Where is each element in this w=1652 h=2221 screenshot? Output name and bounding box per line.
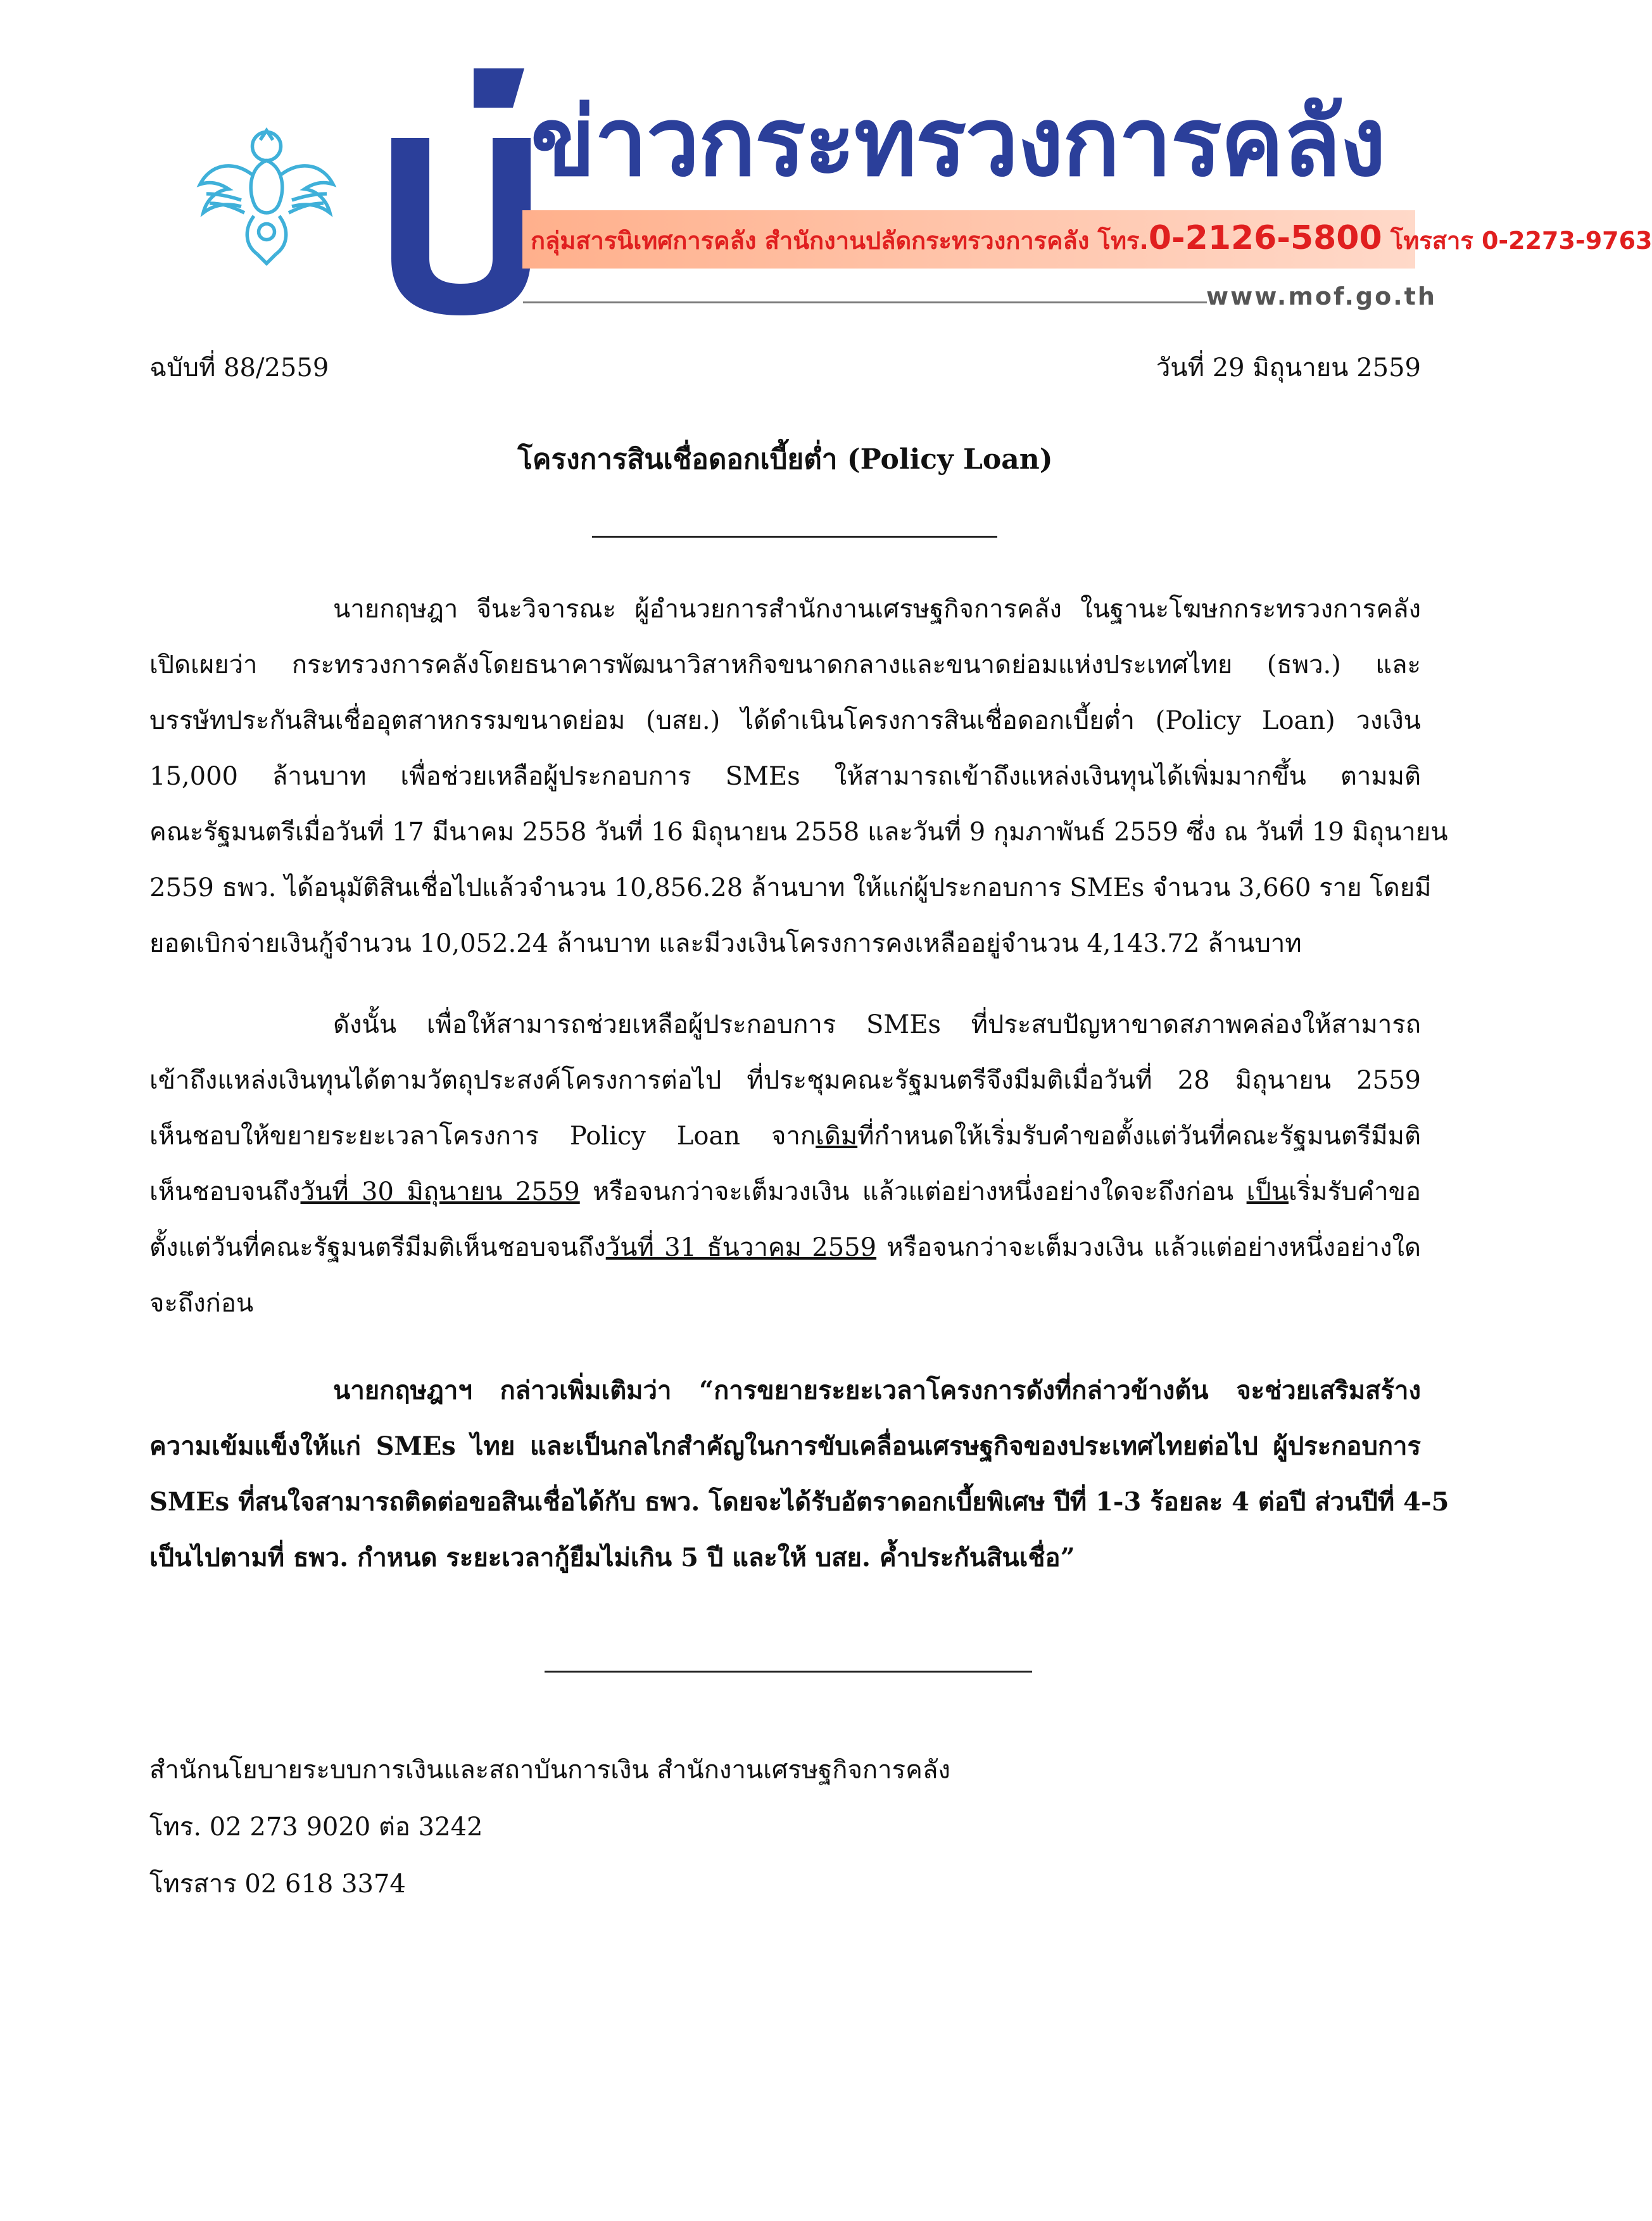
paragraph-3-line-2: ความเข้มแข็งให้แก่ SMEs ไทย และเป็นกลไกสำคัญในการขับเคลื่อนเศรษฐกิจของประเทศไทยต่อไป ผู้ประกอบการ — [149, 1431, 1421, 1461]
header-phone: 0-2126-5800 — [1148, 219, 1382, 257]
paragraph-2-line-4 — [149, 1164, 1421, 1220]
header-website-url: www.mof.go.th — [1206, 282, 1437, 310]
p2-l4-text-a: เห็นชอบจนถึง — [149, 1177, 301, 1206]
paragraph-3-line-4: เป็นไปตามที่ ธพว. กำหนด ระยะเวลากู้ยืมไม่เกิน 5 ปี และให้ บสย. ค้ำประกันสินเชื่อ” — [149, 1543, 1075, 1572]
p2-l4-text-c: เริ่มรับคำขอ — [1289, 1177, 1421, 1206]
contact-fax: โทรสาร 02 618 3374 — [149, 1870, 406, 1899]
header-title: ข่าวกระทรวงการคลัง — [531, 87, 1385, 198]
news-mark-logo — [379, 68, 543, 315]
header-contact-text — [531, 219, 1652, 257]
p2-l3-underlined: เดิม — [816, 1122, 858, 1151]
header-contact-prefix: กลุ่มสารนิเทศการคลัง สำนักงานปลัดกระทรวงการคลัง โทร. — [531, 227, 1149, 255]
document-number: ฉบับที่ 88/2559 — [149, 353, 329, 383]
paragraph-1-line-7: ยอดเบิกจ่ายเงินกู้จำนวน 10,052.24 ล้านบาท และมีวงเงินโครงการคงเหลืออยู่จำนวน 4,143.72 ล้านบาท — [149, 929, 1302, 958]
letterhead — [0, 0, 1652, 317]
paragraph-3-quote — [149, 1363, 1449, 1586]
p2-l5-underlined-date: วันที่ 31 ธันวาคม 2559 — [605, 1233, 877, 1262]
p2-l3-text-a: เห็นชอบให้ขยายระยะเวลาโครงการ Policy Loan จาก — [149, 1122, 816, 1151]
paragraph-2 — [149, 997, 1421, 1331]
paragraph-2-line-5 — [149, 1220, 1421, 1275]
p2-l3-text-b: ที่กำหนดให้เริ่มรับคำขอตั้งแต่วันที่คณะรัฐมนตรีมีมติ — [857, 1122, 1421, 1151]
paragraph-2-line-2: เข้าถึงแหล่งเงินทุนได้ตามวัตถุประสงค์โครงการต่อไป ที่ประชุมคณะรัฐมนตรีจึงมีมติเมื่อวันที่ 28 มิถุนายน 2559 — [149, 1066, 1421, 1095]
header-divider — [523, 301, 1207, 303]
paragraph-1-line-5: คณะรัฐมนตรีเมื่อวันที่ 17 มีนาคม 2558 วันที่ 16 มิถุนายน 2558 และวันที่ 9 กุมภาพันธ์ 2559 ซึ่ง ณ วันที่ 19 มิถุนายน — [149, 818, 1448, 847]
paragraph-1-line-6: 2559 ธพว. ได้อนุมัติสินเชื่อไปแล้วจำนวน 10,856.28 ล้านบาท ให้แก่ผู้ประกอบการ SMEs จำนวน 3,660 ราย โดยมี — [149, 873, 1432, 902]
document-title: โครงการสินเชื่อดอกเบี้ยต่ำ (Policy Loan) — [517, 443, 1053, 476]
header-fax: โทรสาร 0-2273-9763 — [1390, 227, 1652, 255]
contact-office: สำนักนโยบายระบบการเงินและสถาบันการเงิน สำนักงานเศรษฐกิจการคลัง — [149, 1756, 950, 1785]
paragraph-3-line-1: นายกฤษฎาฯ กล่าวเพิ่มเติมว่า “การขยายระยะเวลาโครงการดังที่กล่าวข้างต้น จะช่วยเสริมสร้าง — [333, 1376, 1421, 1405]
paragraph-3-line-3: SMEs ที่สนใจสามารถติดต่อขอสินเชื่อได้กับ ธพว. โดยจะได้รับอัตราดอกเบี้ยพิเศษ ปีที่ 1-3 ร้อยละ 4 ต่อปี ส่วนปีที่ 4-5 — [149, 1487, 1449, 1517]
paragraph-1-line-3: บรรษัทประกันสินเชื่ออุตสาหกรรมขนาดย่อม (บสย.) ได้ดำเนินโครงการสินเชื่อดอกเบี้ยต่ำ (Policy Loan) วงเงิน — [149, 706, 1421, 735]
document-date: วันที่ 29 มิถุนายน 2559 — [1156, 353, 1421, 383]
paragraph-2-line-1: ดังนั้น เพื่อให้สามารถช่วยเหลือผู้ประกอบการ SMEs ที่ประสบปัญหาขาดสภาพคล่องให้สามารถ — [333, 1010, 1421, 1039]
paragraph-2-line-6: จะถึงก่อน — [149, 1289, 254, 1318]
paragraph-1-line-1: นายกฤษฎา จีนะวิจารณะ ผู้อำนวยการสำนักงานเศรษฐกิจการคลัง ในฐานะโฆษกกระทรวงการคลัง — [333, 595, 1421, 624]
title-underline — [592, 536, 997, 538]
p2-l5-text-b: หรือจนกว่าจะเต็มวงเงิน แล้วแต่อย่างหนึ่งอย่างใด — [876, 1233, 1421, 1262]
paragraph-2-line-3 — [149, 1108, 1421, 1164]
p2-l4-text-b: หรือจนกว่าจะเต็มวงเงิน แล้วแต่อย่างหนึ่งอย่างใดจะถึงก่อน — [579, 1177, 1247, 1206]
p2-l4-underlined-word: เป็น — [1246, 1177, 1289, 1206]
p2-l4-underlined-date: วันที่ 30 มิถุนายน 2559 — [300, 1177, 580, 1206]
contact-tel: โทร. 02 273 9020 ต่อ 3242 — [149, 1813, 483, 1842]
paragraph-1-line-4: 15,000 ล้านบาท เพื่อช่วยเหลือผู้ประกอบการ SMEs ให้สามารถเข้าถึงแหล่งเงินทุนได้เพิ่มมากขึ้น ตามมติ — [149, 762, 1421, 791]
p2-l5-text-a: ตั้งแต่วันที่คณะรัฐมนตรีมีมติเห็นชอบจนถึง — [149, 1233, 606, 1262]
end-divider — [545, 1671, 1032, 1673]
garuda-emblem-icon — [187, 111, 346, 270]
paragraph-1-line-2: เปิดเผยว่า กระทรวงการคลังโดยธนาคารพัฒนาวิสาหกิจขนาดกลางและขนาดย่อมแห่งประเทศไทย (ธพว.) และ — [149, 650, 1421, 680]
paragraph-1 — [149, 581, 1448, 971]
